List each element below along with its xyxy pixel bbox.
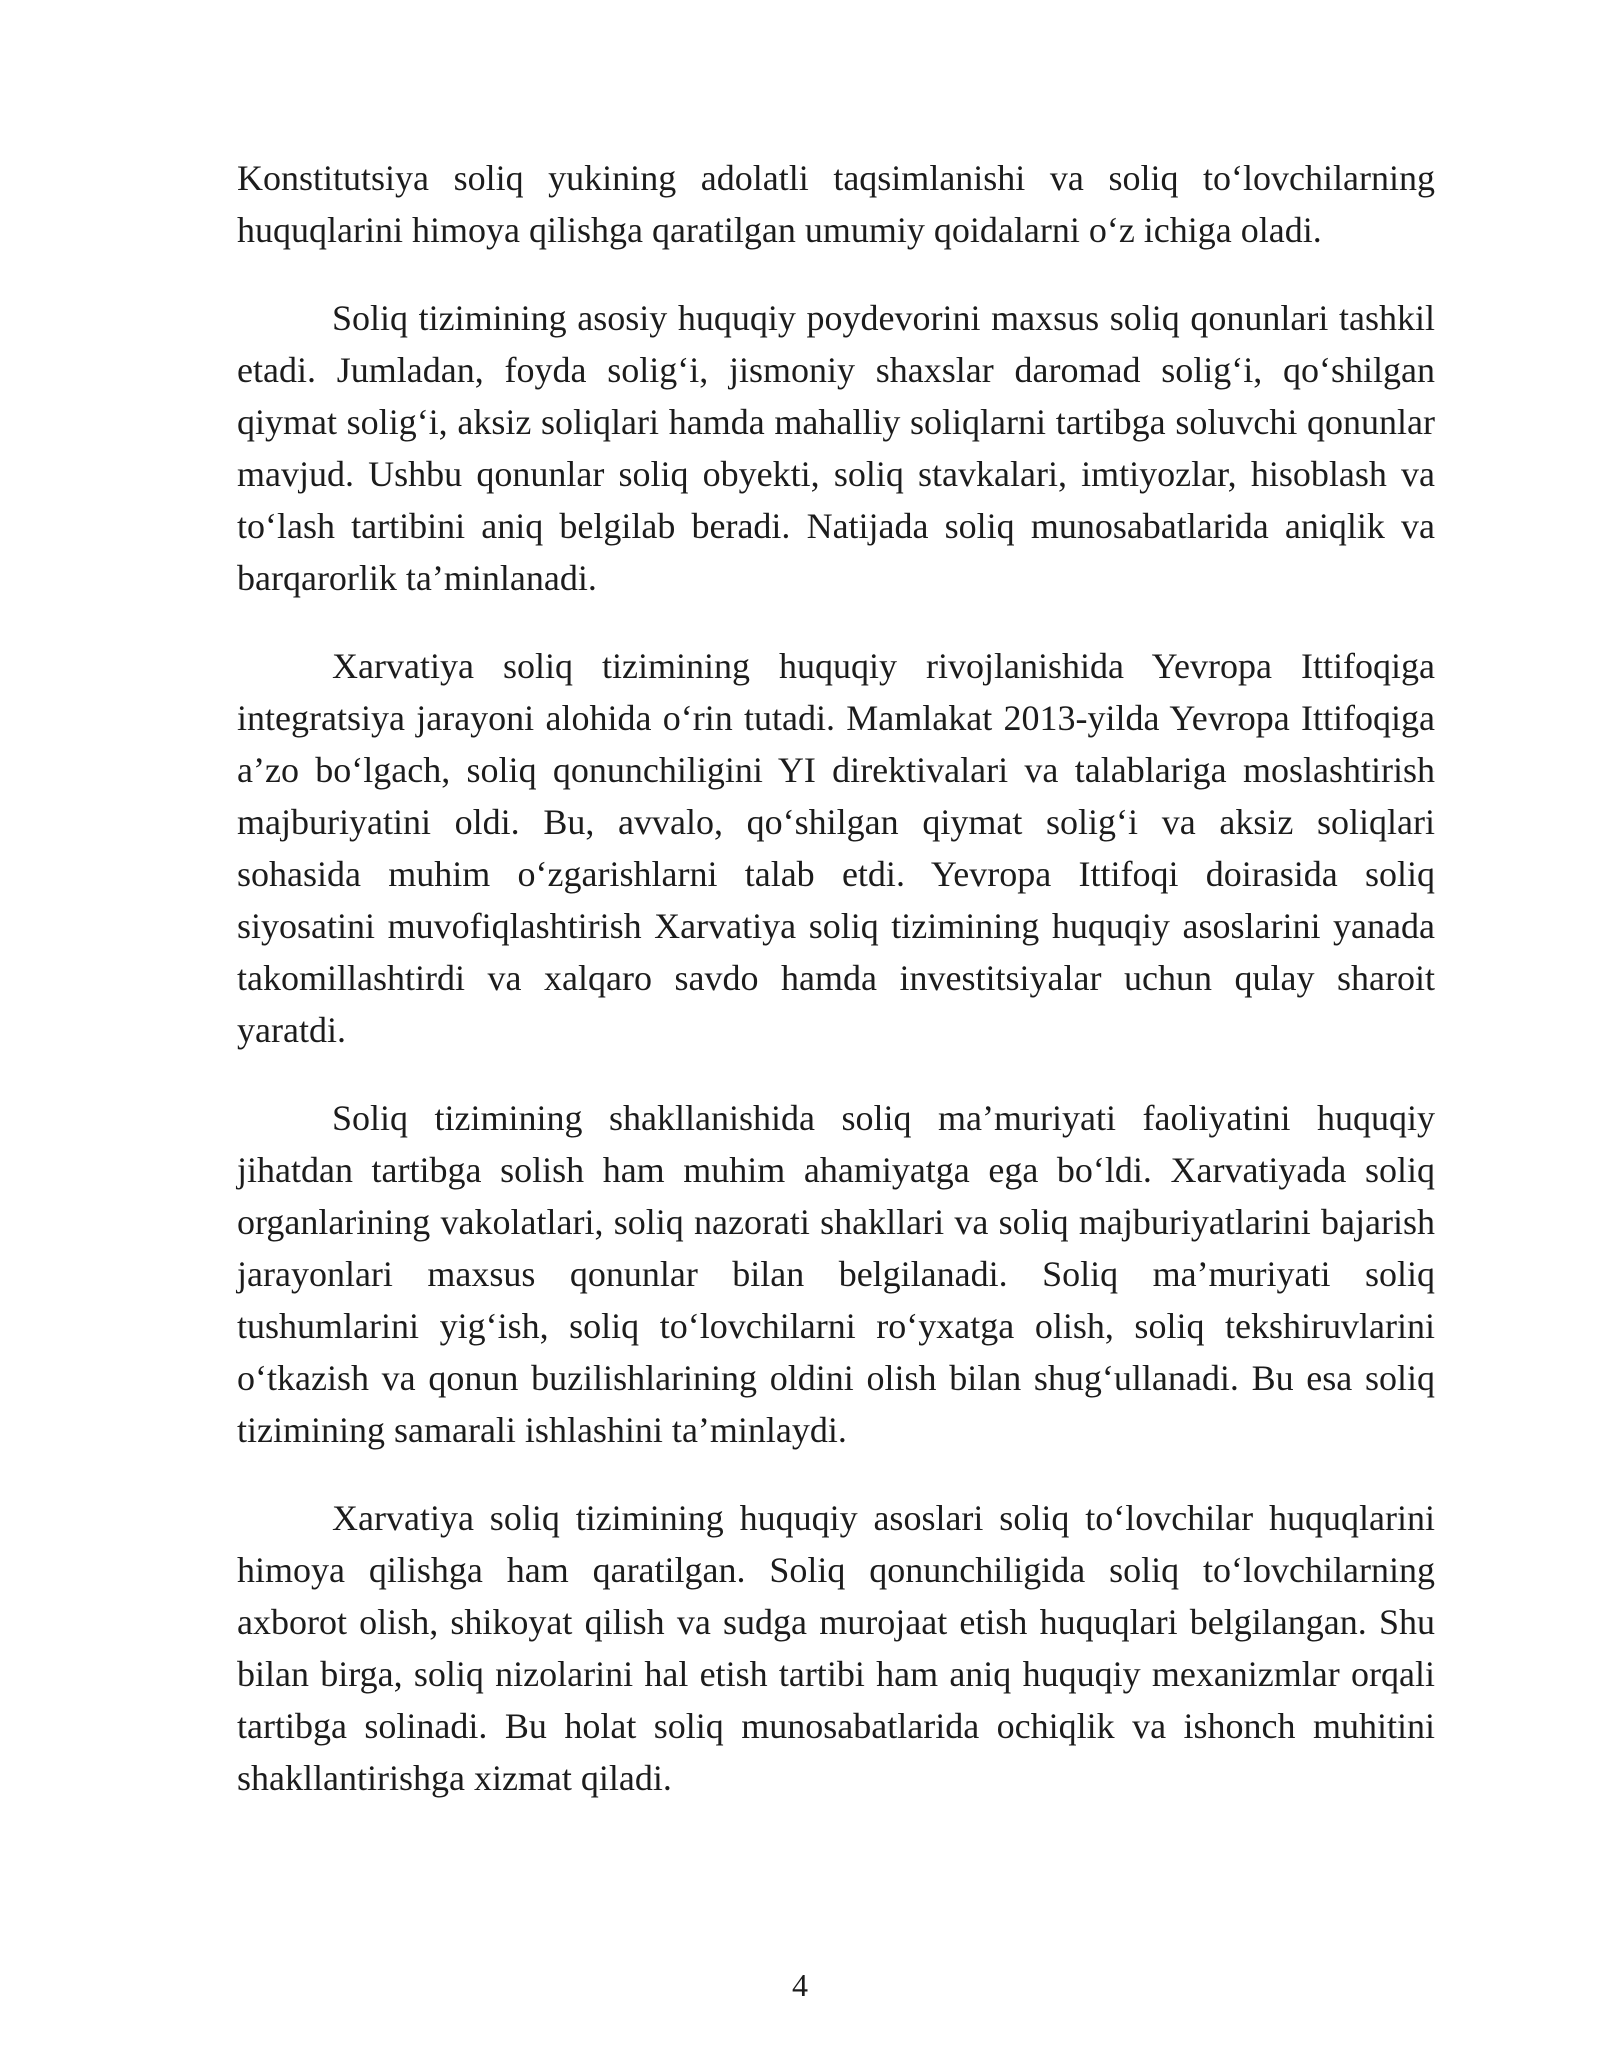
paragraph-2: Soliq tizimining asosiy huquqiy poydevorini maxsus soliq qonunlari tashkil etadi. Jumladan, foyda solig‘i, jismoniy shaxslar daromad solig‘i, qo‘shilgan qiymat solig‘i, aksiz soliqlari hamda mahalliy soliqlarni tartibga soluvchi qonunlar mavjud. Ushbu qonunlar soliq obyekti, soliq stavkalari, imtiyozlar, hisoblash va to‘lash tartibini aniq belgilab beradi. Natijada soliq munosabatlarida aniqlik va barqarorlik ta’minlanadi.: [237, 298, 1435, 598]
paragraph-5: Xarvatiya soliq tizimining huquqiy asoslari soliq to‘lovchilar huquqlarini himoya qilishga ham qaratilgan. Soliq qonunchiligida soliq to‘lovchilarning axborot olish, shikoyat qilish va sudga murojaat etish huquqlari belgilangan. Shu bilan birga, soliq nizolarini hal etish tartibi ham aniq huquqiy mexanizmlar orqali tartibga solinadi. Bu holat soliq munosabatlarida ochiqlik va ishonch muhitini shakllantirishga xizmat qiladi.: [237, 1498, 1435, 1798]
page-number: 4: [792, 1967, 808, 2003]
paragraph-3: Xarvatiya soliq tizimining huquqiy rivojlanishida Yevropa Ittifoqiga integratsiya jarayoni alohida o‘rin tutadi. Mamlakat 2013-yilda Yevropa Ittifoqiga a’zo bo‘lgach, soliq qonunchiligini YI direktivalari va talablariga moslashtirish majburiyatini oldi. Bu, avvalo, qo‘shilgan qiymat solig‘i va aksiz soliqlari sohasida muhim o‘zgarishlarni talab etdi. Yevropa Ittifoqi doirasida soliq siyosatini muvofiqlashtirish Xarvatiya soliq tizimining huquqiy asoslarini yanada takomillashtirdi va xalqaro savdo hamda investitsiyalar uchun qulay sharoit yaratdi.: [237, 646, 1435, 1050]
paragraph-1: Konstitutsiya soliq yukining adolatli taqsimlanishi va soliq to‘lovchilarning huquqlarini himoya qilishga qaratilgan umumiy qoidalarni o‘z ichiga oladi.: [237, 158, 1435, 250]
paragraph-4: Soliq tizimining shakllanishida soliq ma’muriyati faoliyatini huquqiy jihatdan tartibga solish ham muhim ahamiyatga ega bo‘ldi. Xarvatiyada soliq organlarining vakolatlari, soliq nazorati shakllari va soliq majburiyatlarini bajarish jarayonlari maxsus qonunlar bilan belgilanadi. Soliq ma’muriyati soliq tushumlarini yig‘ish, soliq to‘lovchilarni ro‘yxatga olish, soliq tekshiruvlarini o‘tkazish va qonun buzilishlarining oldini olish bilan shug‘ullanadi. Bu esa soliq tizimining samarali ishlashini ta’minlaydi.: [237, 1098, 1435, 1450]
body-text: [237, 152, 1435, 1840]
